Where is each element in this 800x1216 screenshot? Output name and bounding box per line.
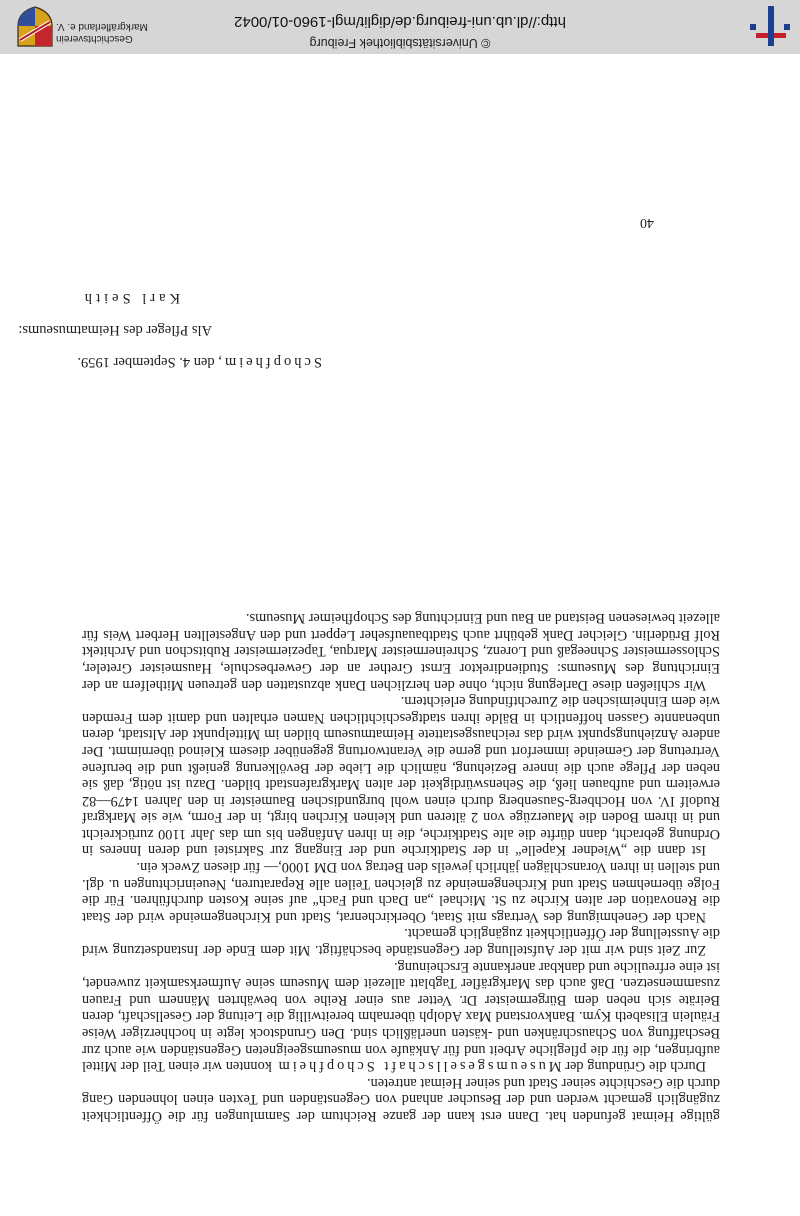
page-number: 40 [640,215,654,230]
paragraph-6: Wir schließen diese Darlegung nicht, ohne den herzlichen Dank abzustatten den getreuen Mithelfern an der Einrichtung des Museums: Studiendirektor Ernst Grether an der Gewerbeschule, Hausmeister Greteler, Schlossermeister Schneegaß und Lorenz, Schreinermeister Marqua, Tapeziermeister Rubitschon und Architekt Rolf Brüderlin. Gleicher Dank gebührt auch Stadtbauaufseher Leppert und den Angestellten Herbert Weis für allezeit bewiesenen Beistand an Bau und Einrichtung des Schopfheimer Museums. [82,610,720,693]
date-text: , den 4. September 1959. [77,354,222,370]
curator-title: Als Pfleger des Heimatmuseums: [18,322,212,338]
society-name-line1: Geschichtsverein [56,33,133,44]
date-place: Schopfheim [221,354,322,370]
curator-signature: Karl Seith [80,290,180,306]
paragraph-3: Zur Zeit sind wir mit der Aufstellung der Gegenstände beschäftigt. Mit dem Ende der Instandsetzung wird die Ausstellung der Öffentlichkeit zugänglich gemacht. [82,925,720,959]
society-name [56,20,152,44]
museum-society-name: Museumsgesellschaft Schopfheim [275,1058,562,1075]
footer-bar [0,0,800,54]
date-line [22,353,322,370]
society-name-line2: Markgräflerland e. V. [56,21,148,32]
coat-of-arms-icon [16,6,54,48]
university-library-logo-icon [748,4,792,48]
paragraph-2: Durch die Gründung der Museumsgesellschaft Schopfheim konnten wir einen Teil der Mittel aufbringen, die für die pflegliche Arbeit und für Ankäufe von museumsgeeigneten Gegenständen wie auch zur Beschaffung von Schauschränken und -kästen unerläßlich sind. Den Grundstock legte in hochherziger Weise Fräulein Elisabeth Kym. Bankvorstand Max Adolph übernahm bereitwillig die Leitung der Gesellschaft, deren Beiräte sich neben dem Bürgermeister Dr. Vetter aus einer Reihe von bewährten Männern und Frauen zusammensetzen. Daß auch das Markgräfler Tagblatt allezeit dem Museum seine Aufmerksamkeit zuwendet, ist eine erfreuliche und dankbar anerkannte Erscheinung. [82,958,720,1075]
document-url[interactable]: http://dl.ub.uni-freiburg.de/diglit/mgl-1960-01/0042 [234,13,566,30]
paragraph-1: gültige Heimat gefunden hat. Dann erst kann der ganze Reichtum der Sammlungen für die Öffentlichkeit zugänglich gemacht werden und der Besucher anhand von Gegenständen und Texten einen lohnenden Gang durch die Geschichte seiner Stadt und seiner Heimat antreten. [82,1074,720,1124]
paragraph-5: Ist dann die „Wiedner Kapelle“ in der Stadtkirche und der Eingang zur Sakristei und deren Inneres in Ordnung gebracht, dann dürfte die alte Stadtkirche, die in ihren Anfängen bis um das Jahr 1100 zurückreicht und in ihrem Boden die Mauerzüge von 2 älteren und kleinen Kirchen birgt, in der Form, wie sie Markgraf Rudolf IV. von Hochberg-Sausenberg durch einen wohl burgundischen Baumeister in den Jahren 1479—82 erweitern und aufbauen ließ, die Sehenswürdigkeit der alten Markgrafenstadt bilden. Dazu ist nötig, daß sie neben der Pflege auch die innere Beziehung, nämlich die Liebe der Bevölkerung genießt und die berufene Vertretung der Gemeinde immerfort und gerne die Verantwortung gegenüber diesem Kleinod übernimmt. Der andere Anziehungspunkt wird das reichausgestattete Heimatmuseum bilden im Mittelpunkt der Altstadt, deren unbenannte Gassen hoffentlich in Bälde ihren stadtgeschichtlichen Namen erhalten und damit dem Fremden wie dem Einheimischen die Zurechtfindung erleichtern. [82,693,720,859]
body-text [82,610,720,1124]
paragraph-4: Nach der Genehmigung des Vertrags mit Staat, Oberkirchenrat, Stadt und Kirchengemeinde wird der Staat die Renovation der alten Kirche zu St. Michael „an Dach und Fach“ auf seine Kosten durchführen. Für die Folge übernehmen Stadt und Kirchengemeinde zu gleichen Teilen alle Reparaturen, Neueinrichtungen u. dgl. und stellen in ihren Voranschlägen jährlich jeweils den Betrag von DM 1000,— für diesen Zweck ein. [82,859,720,925]
copyright-text: © Universitätsbibliothek Freiburg [309,36,491,50]
